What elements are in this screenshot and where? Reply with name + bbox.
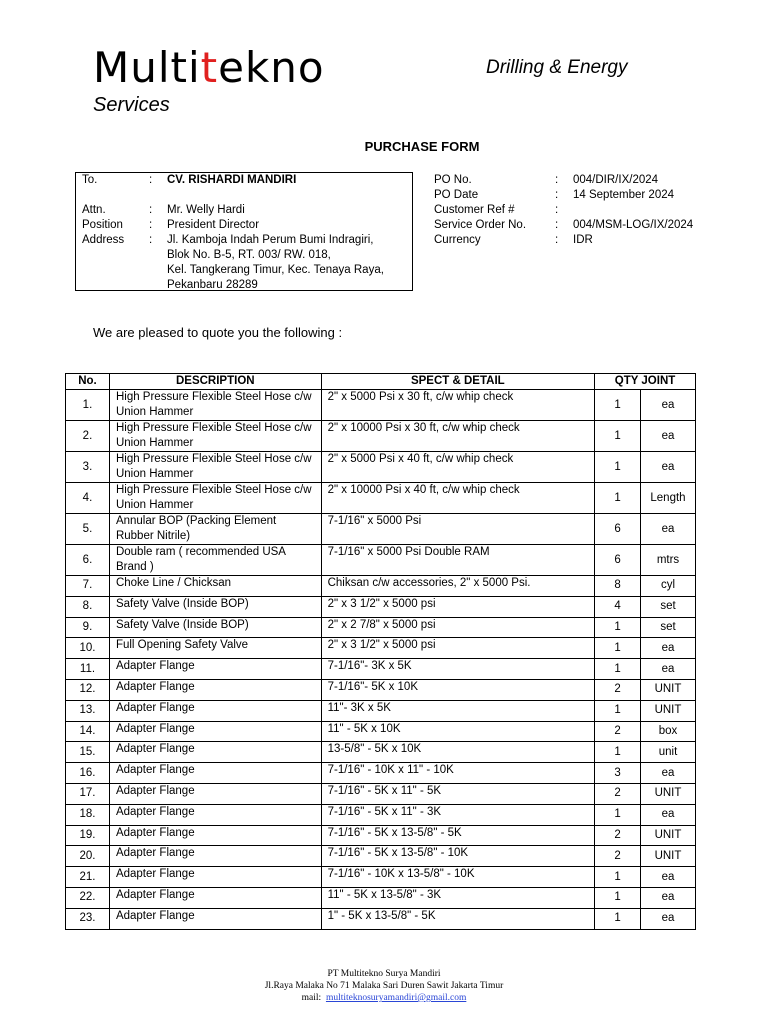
row-spec: 2" x 2 7/8" x 5000 psi <box>321 617 594 638</box>
row-description: Safety Valve (Inside BOP) <box>109 596 321 617</box>
table-row <box>66 908 696 929</box>
table-row <box>66 576 696 597</box>
table-row <box>66 742 696 763</box>
row-qty: 1 <box>595 908 641 929</box>
position-value: President Director <box>167 219 260 231</box>
row-spec: 7-1/16" - 5K x 11" - 5K <box>321 783 594 804</box>
row-qty: 1 <box>595 887 641 908</box>
service-order-value: 004/MSM-LOG/IX/2024 <box>573 219 694 231</box>
table-header-row <box>66 374 696 390</box>
row-qty: 8 <box>595 576 641 597</box>
row-spec: 2" x 5000 Psi x 30 ft, c/w whip check <box>321 390 594 421</box>
table-row <box>66 867 696 888</box>
row-description: Adapter Flange <box>109 908 321 929</box>
row-unit: set <box>640 596 695 617</box>
company-logo <box>93 42 325 94</box>
po-date-label: PO Date <box>434 189 479 201</box>
address-line: Pekanbaru 28289 <box>167 279 258 291</box>
row-spec: 13-5/8" - 5K x 10K <box>321 742 594 763</box>
to-label: To. <box>82 174 98 186</box>
row-unit: UNIT <box>640 783 695 804</box>
row-number: 4. <box>66 483 110 514</box>
table-row <box>66 825 696 846</box>
row-unit: ea <box>640 887 695 908</box>
row-description: Adapter Flange <box>109 700 321 721</box>
row-description: Double ram ( recommended USA Brand ) <box>109 545 321 576</box>
row-description: Adapter Flange <box>109 721 321 742</box>
row-spec: Chiksan c/w accessories, 2" x 5000 Psi. <box>321 576 594 597</box>
row-unit: ea <box>640 659 695 680</box>
row-number: 16. <box>66 763 110 784</box>
table-row <box>66 721 696 742</box>
row-unit: ea <box>640 763 695 784</box>
currency-label: Currency <box>434 234 481 246</box>
row-qty: 2 <box>595 679 641 700</box>
row-qty: 1 <box>595 483 641 514</box>
table-row <box>66 390 696 421</box>
row-description: Full Opening Safety Valve <box>109 638 321 659</box>
recipient-box <box>75 172 413 291</box>
footer-address: Jl.Raya Malaka No 71 Malaka Sari Duren Sawit Jakarta Timur <box>264 981 504 991</box>
address-line: Kel. Tangkerang Timur, Kec. Tenaya Raya, <box>167 264 384 276</box>
row-number: 9. <box>66 617 110 638</box>
row-unit: ea <box>640 638 695 659</box>
row-number: 10. <box>66 638 110 659</box>
row-number: 21. <box>66 867 110 888</box>
footer <box>0 968 768 1004</box>
row-number: 1. <box>66 390 110 421</box>
row-number: 23. <box>66 908 110 929</box>
currency-value: IDR <box>573 234 593 246</box>
row-qty: 1 <box>595 390 641 421</box>
row-spec: 7-1/16" - 5K x 13-5/8" - 5K <box>321 825 594 846</box>
colon: : <box>555 234 559 246</box>
row-unit: box <box>640 721 695 742</box>
row-qty: 3 <box>595 763 641 784</box>
row-number: 3. <box>66 452 110 483</box>
row-spec: 1" - 5K x 13-5/8" - 5K <box>321 908 594 929</box>
row-qty: 1 <box>595 452 641 483</box>
row-unit: ea <box>640 390 695 421</box>
row-qty: 2 <box>595 825 641 846</box>
row-spec: 2" x 3 1/2" x 5000 psi <box>321 638 594 659</box>
row-description: High Pressure Flexible Steel Hose c/w Union Hammer <box>109 452 321 483</box>
row-spec: 2" x 10000 Psi x 40 ft, c/w whip check <box>321 483 594 514</box>
row-description: Adapter Flange <box>109 742 321 763</box>
header-qty: QTY JOINT <box>595 374 696 390</box>
row-description: Choke Line / Chicksan <box>109 576 321 597</box>
row-description: Adapter Flange <box>109 783 321 804</box>
row-qty: 1 <box>595 700 641 721</box>
to-value: CV. RISHARDI MANDIRI <box>167 174 297 186</box>
colon: : <box>555 189 559 201</box>
row-qty: 1 <box>595 638 641 659</box>
row-spec: 7-1/16" - 10K x 11" - 10K <box>321 763 594 784</box>
row-unit: ea <box>640 421 695 452</box>
row-qty: 2 <box>595 721 641 742</box>
table-row <box>66 638 696 659</box>
table-row <box>66 804 696 825</box>
po-info <box>434 173 734 253</box>
row-qty: 1 <box>595 659 641 680</box>
row-description: Adapter Flange <box>109 763 321 784</box>
row-spec: 7-1/16"- 5K x 10K <box>321 679 594 700</box>
row-spec: 7-1/16" - 5K x 11" - 3K <box>321 804 594 825</box>
row-spec: 2" x 10000 Psi x 30 ft, c/w whip check <box>321 421 594 452</box>
row-qty: 1 <box>595 742 641 763</box>
row-spec: 7-1/16" - 10K x 13-5/8" - 10K <box>321 867 594 888</box>
table-row <box>66 846 696 867</box>
footer-email-link[interactable]: multiteknosuryamandiri@gmail.com <box>325 993 467 1003</box>
row-number: 15. <box>66 742 110 763</box>
row-unit: set <box>640 617 695 638</box>
row-number: 8. <box>66 596 110 617</box>
po-no-value: 004/DIR/IX/2024 <box>573 174 659 186</box>
po-date-value: 14 September 2024 <box>573 189 675 201</box>
row-description: Adapter Flange <box>109 867 321 888</box>
items-table <box>65 373 696 930</box>
table-row <box>66 887 696 908</box>
footer-company: PT Multitekno Surya Mandiri <box>327 969 441 979</box>
row-spec: 7-1/16" x 5000 Psi Double RAM <box>321 545 594 576</box>
row-qty: 2 <box>595 783 641 804</box>
row-qty: 6 <box>595 545 641 576</box>
row-spec: 2" x 3 1/2" x 5000 psi <box>321 596 594 617</box>
row-description: Adapter Flange <box>109 659 321 680</box>
row-number: 19. <box>66 825 110 846</box>
colon: : <box>149 219 153 231</box>
table-row <box>66 763 696 784</box>
row-unit: unit <box>640 742 695 763</box>
row-spec: 7-1/16" x 5000 Psi <box>321 514 594 545</box>
row-qty: 4 <box>595 596 641 617</box>
table-row <box>66 452 696 483</box>
table-row <box>66 596 696 617</box>
row-qty: 1 <box>595 421 641 452</box>
row-unit: cyl <box>640 576 695 597</box>
address-line: Jl. Kamboja Indah Perum Bumi Indragiri, <box>167 234 374 246</box>
row-number: 17. <box>66 783 110 804</box>
row-unit: Length <box>640 483 695 514</box>
row-description: Adapter Flange <box>109 825 321 846</box>
header-no: No. <box>66 374 110 390</box>
attn-label: Attn. <box>82 204 106 216</box>
row-number: 2. <box>66 421 110 452</box>
row-spec: 11"- 3K x 5K <box>321 700 594 721</box>
row-number: 20. <box>66 846 110 867</box>
footer-mail <box>0 992 768 1004</box>
colon: : <box>149 204 153 216</box>
row-spec: 7-1/16" - 5K x 13-5/8" - 10K <box>321 846 594 867</box>
header-description: DESCRIPTION <box>109 374 321 390</box>
row-description: Annular BOP (Packing Element Rubber Nitrile) <box>109 514 321 545</box>
row-spec: 11" - 5K x 10K <box>321 721 594 742</box>
colon: : <box>555 204 559 216</box>
row-description: High Pressure Flexible Steel Hose c/w Union Hammer <box>109 390 321 421</box>
row-qty: 2 <box>595 846 641 867</box>
row-qty: 1 <box>595 804 641 825</box>
row-description: High Pressure Flexible Steel Hose c/w Union Hammer <box>109 483 321 514</box>
row-unit: ea <box>640 514 695 545</box>
customer-ref-label: Customer Ref # <box>434 204 515 216</box>
logo-subtitle: Services <box>93 94 170 116</box>
table-row <box>66 700 696 721</box>
row-unit: ea <box>640 804 695 825</box>
logo-text-part2: ekno <box>218 43 325 92</box>
row-number: 14. <box>66 721 110 742</box>
colon: : <box>555 174 559 186</box>
logo-text-part1: Multi <box>93 43 201 92</box>
row-description: High Pressure Flexible Steel Hose c/w Union Hammer <box>109 421 321 452</box>
table-row <box>66 545 696 576</box>
table-row <box>66 514 696 545</box>
row-qty: 6 <box>595 514 641 545</box>
tagline: Drilling & Energy <box>486 57 628 78</box>
row-number: 11. <box>66 659 110 680</box>
row-number: 6. <box>66 545 110 576</box>
logo-text-accent: t <box>200 43 219 92</box>
row-number: 18. <box>66 804 110 825</box>
row-unit: UNIT <box>640 679 695 700</box>
row-unit: mtrs <box>640 545 695 576</box>
po-no-label: PO No. <box>434 174 472 186</box>
row-unit: ea <box>640 908 695 929</box>
table-row <box>66 483 696 514</box>
address-label: Address <box>82 234 125 246</box>
row-number: 7. <box>66 576 110 597</box>
colon: : <box>555 219 559 231</box>
table-row <box>66 679 696 700</box>
position-label: Position <box>82 219 123 231</box>
row-number: 12. <box>66 679 110 700</box>
table-row <box>66 783 696 804</box>
row-number: 13. <box>66 700 110 721</box>
table-row <box>66 617 696 638</box>
row-unit: ea <box>640 452 695 483</box>
row-number: 22. <box>66 887 110 908</box>
colon: : <box>149 174 153 186</box>
row-qty: 1 <box>595 867 641 888</box>
row-unit: UNIT <box>640 700 695 721</box>
row-unit: UNIT <box>640 846 695 867</box>
attn-value: Mr. Welly Hardi <box>167 204 245 216</box>
address-line: Blok No. B-5, RT. 003/ RW. 018, <box>167 249 331 261</box>
row-description: Adapter Flange <box>109 887 321 908</box>
page-title: PURCHASE FORM <box>364 139 480 154</box>
colon: : <box>149 234 153 246</box>
footer-mail-label: mail: <box>301 993 322 1003</box>
row-spec: 11" - 5K x 13-5/8" - 3K <box>321 887 594 908</box>
row-description: Adapter Flange <box>109 679 321 700</box>
row-spec: 2" x 5000 Psi x 40 ft, c/w whip check <box>321 452 594 483</box>
table-row <box>66 421 696 452</box>
row-qty: 1 <box>595 617 641 638</box>
header-spec: SPECT & DETAIL <box>321 374 594 390</box>
table-row <box>66 659 696 680</box>
intro-text: We are pleased to quote you the following : <box>93 325 343 340</box>
row-unit: UNIT <box>640 825 695 846</box>
row-unit: ea <box>640 867 695 888</box>
row-description: Adapter Flange <box>109 846 321 867</box>
service-order-label: Service Order No. <box>434 219 527 231</box>
row-description: Safety Valve (Inside BOP) <box>109 617 321 638</box>
row-number: 5. <box>66 514 110 545</box>
row-description: Adapter Flange <box>109 804 321 825</box>
row-spec: 7-1/16"- 3K x 5K <box>321 659 594 680</box>
